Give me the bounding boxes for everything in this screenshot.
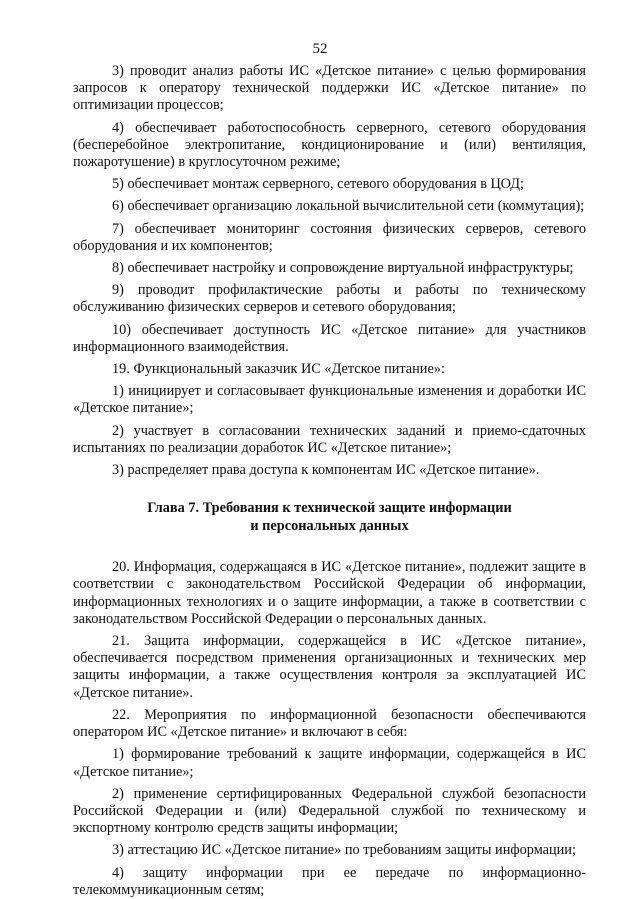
document-body <box>73 63 586 899</box>
paragraph: 5) обеспечивает монтаж серверного, сетевого оборудования в ЦОД; <box>112 176 525 193</box>
paragraph: 3) распределяет права доступа к компонентам ИС «Детское питание». <box>112 462 540 479</box>
paragraph: 2) применение сертифицированных Федеральной службой безопасности Российской Федерации и (или) Федеральной службой по техническому и экспортному контролю средств защиты информации; <box>73 785 586 837</box>
page-number: 52 <box>312 41 328 57</box>
paragraph: 2) участвует в согласовании технических заданий и приемо-сдаточных испытаниях по реализации доработок ИС «Детское питание»; <box>73 422 586 456</box>
paragraph: 3) проводит анализ работы ИС «Детское питание» с целью формирования запросов к оператору технической поддержки ИС «Детское питание» по оптимизации процессов; <box>73 63 586 114</box>
paragraph: 8) обеспечивает настройку и сопровождение виртуальной инфраструктуры; <box>112 260 574 277</box>
paragraph: 4) обеспечивает работоспособность серверного, сетевого оборудования (бесперебойное электропитание, кондиционирование и (или) вентиляция, пожаротушение) в круглосуточном режиме; <box>73 119 586 171</box>
paragraph: 19. Функциональный заказчик ИС «Детское питание»: <box>112 361 445 378</box>
paragraph: 4) защиту информации при ее передаче по информационно-телекоммуникационным сетям; <box>73 864 586 898</box>
paragraph: 21. Защита информации, содержащейся в ИС «Детское питание», обеспечивается посредством применения организационных и технических мер защиты информации, а также осуществления контроля за эксплуатацией ИС «Детское питание». <box>73 633 586 701</box>
paragraph: 20. Информация, содержащаяся в ИС «Детское питание», подлежит защите в соответствии с законодательством Российской Федерации об информации, информационных технологиях и о защите информации, а также в соответствии с законодательством Российской Федерации о персональных данных. <box>73 559 586 627</box>
paragraph: 7) обеспечивает мониторинг состояния физических серверов, сетевого оборудования и их компонентов; <box>73 220 586 254</box>
chapter-heading <box>73 499 586 535</box>
paragraph: 3) аттестацию ИС «Детское питание» по требованиям защиты информации; <box>112 842 576 859</box>
paragraph: 9) проводит профилактические работы и работы по техническому обслуживанию физических серверов и сетевого оборудования; <box>73 282 586 316</box>
paragraph: 1) формирование требований к защите информации, содержащейся в ИС «Детское питание»; <box>73 746 586 780</box>
paragraph: 6) обеспечивает организацию локальной вычислительной сети (коммутация); <box>112 198 585 215</box>
paragraph: 1) инициирует и согласовывает функциональные изменения и доработки ИС «Детское питание»; <box>73 383 586 417</box>
chapter-heading-line: Глава 7. Требования к технической защите информации <box>147 500 512 517</box>
chapter-heading-line: и персональных данных <box>250 518 409 535</box>
paragraph: 10) обеспечивает доступность ИС «Детское питание» для участников информационного взаимодействия. <box>73 321 586 355</box>
paragraph: 22. Мероприятия по информационной безопасности обеспечиваются оператором ИС «Детское питание» и включают в себя: <box>73 706 586 741</box>
